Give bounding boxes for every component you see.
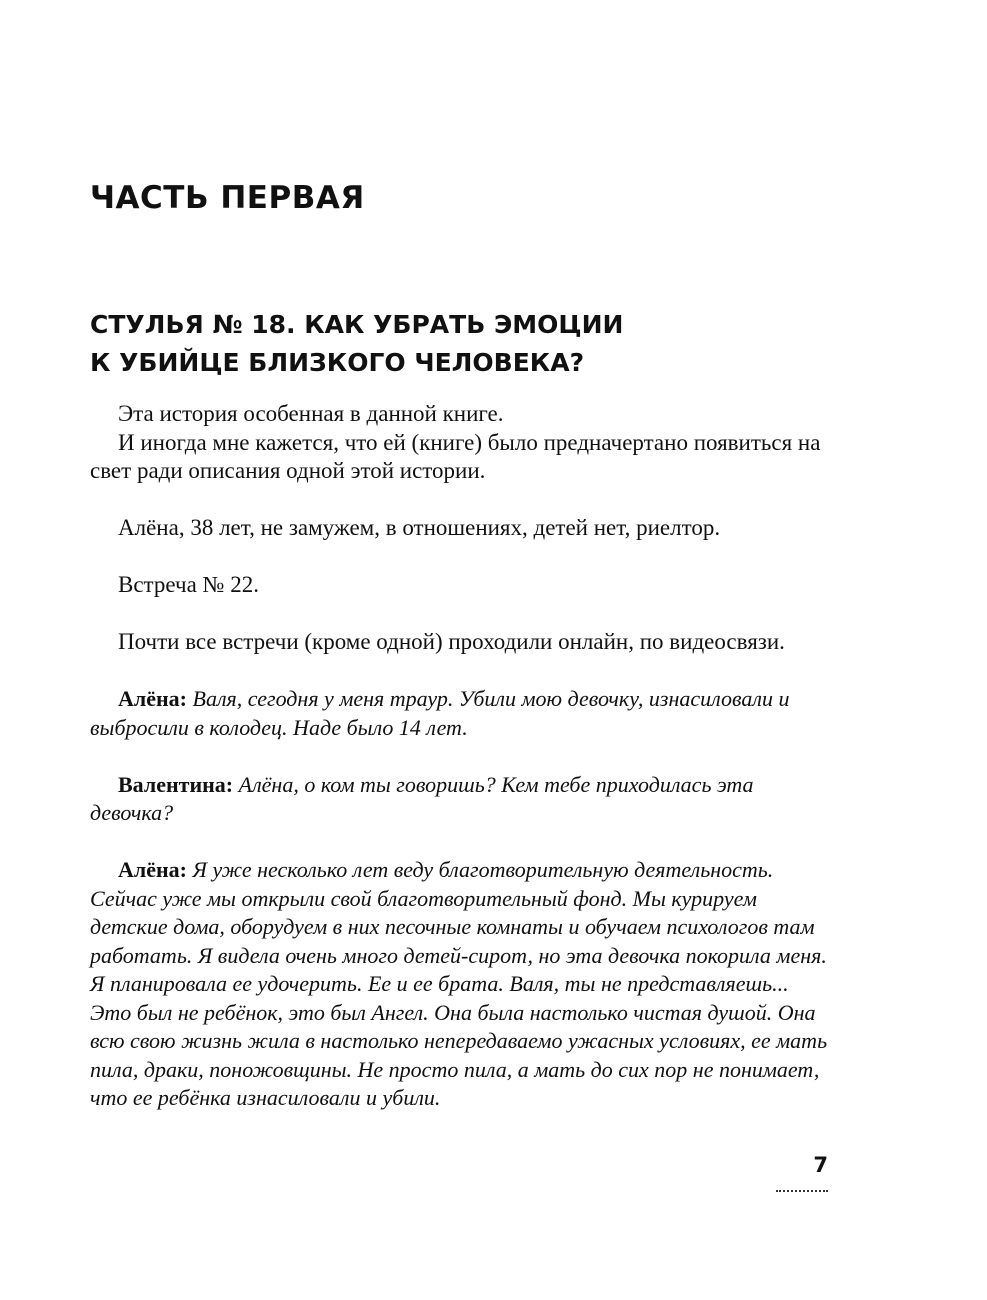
part-title: ЧАСТЬ ПЕРВАЯ <box>90 180 365 216</box>
page-number-dotted-rule <box>776 1190 828 1192</box>
paragraph-meeting-number: Встреча № 22. <box>118 572 259 597</box>
body-text <box>90 400 828 1113</box>
dialog-line <box>90 685 828 742</box>
dialog-speaker: Валентина: <box>118 771 234 797</box>
chapter-title <box>90 306 850 382</box>
paragraph-client-profile: Алёна, 38 лет, не замужем, в отношениях, детей нет, риелтор. <box>118 515 721 540</box>
paragraph-destiny: И иногда мне кажется, что ей (книге) было предначертано появиться на свет ради описания одной этой истории. <box>90 429 821 483</box>
paragraph-intro: Эта история особенная в данной книге. <box>118 401 504 426</box>
dialog-speech: Я уже несколько лет веду благотворительную деятельность. Сейчас уже мы открыли свой благотворительный фонд. Мы курируем детские дома, оборудуем в них песочные комнаты и обучаем психологов там работать. Я видела очень много детей-сирот, но эта девочка покорила меня. Я планировала ее удочерить. Ее и ее брата. Валя, ты не представляешь... Это был не ребёнок, это был Ангел. Она была настолько чистая душой. Она всю свою жизнь жила в настолько непередаваемо ужасных условиях, ее мать пила, драки, поножовщины. Не просто пила, а мать до сих пор не понимает, что ее ребёнка изнасиловали и убили. <box>90 857 828 1110</box>
dialog-speech: Алёна, о ком ты говоришь? Кем тебе приходилась эта девочка? <box>90 771 754 825</box>
dialog-speaker: Алёна: <box>118 857 187 882</box>
chapter-title-line-1: СТУЛЬЯ № 18. КАК УБРАТЬ ЭМОЦИИ <box>90 310 624 339</box>
dialog-line <box>90 856 828 1113</box>
page-number: 7 <box>813 1153 828 1177</box>
chapter-title-line-2: К УБИЙЦЕ БЛИЗКОГО ЧЕЛОВЕКА? <box>90 348 585 377</box>
dialog-speaker: Алёна: <box>118 686 187 711</box>
dialog-speech: Валя, сегодня у меня траур. Убили мою девочку, изнасиловали и выбросили в колодец. Наде было 14 лет. <box>90 686 790 740</box>
dialog-line <box>90 771 828 828</box>
paragraph-online-note: Почти все встречи (кроме одной) проходили онлайн, по видеосвязи. <box>118 629 785 654</box>
